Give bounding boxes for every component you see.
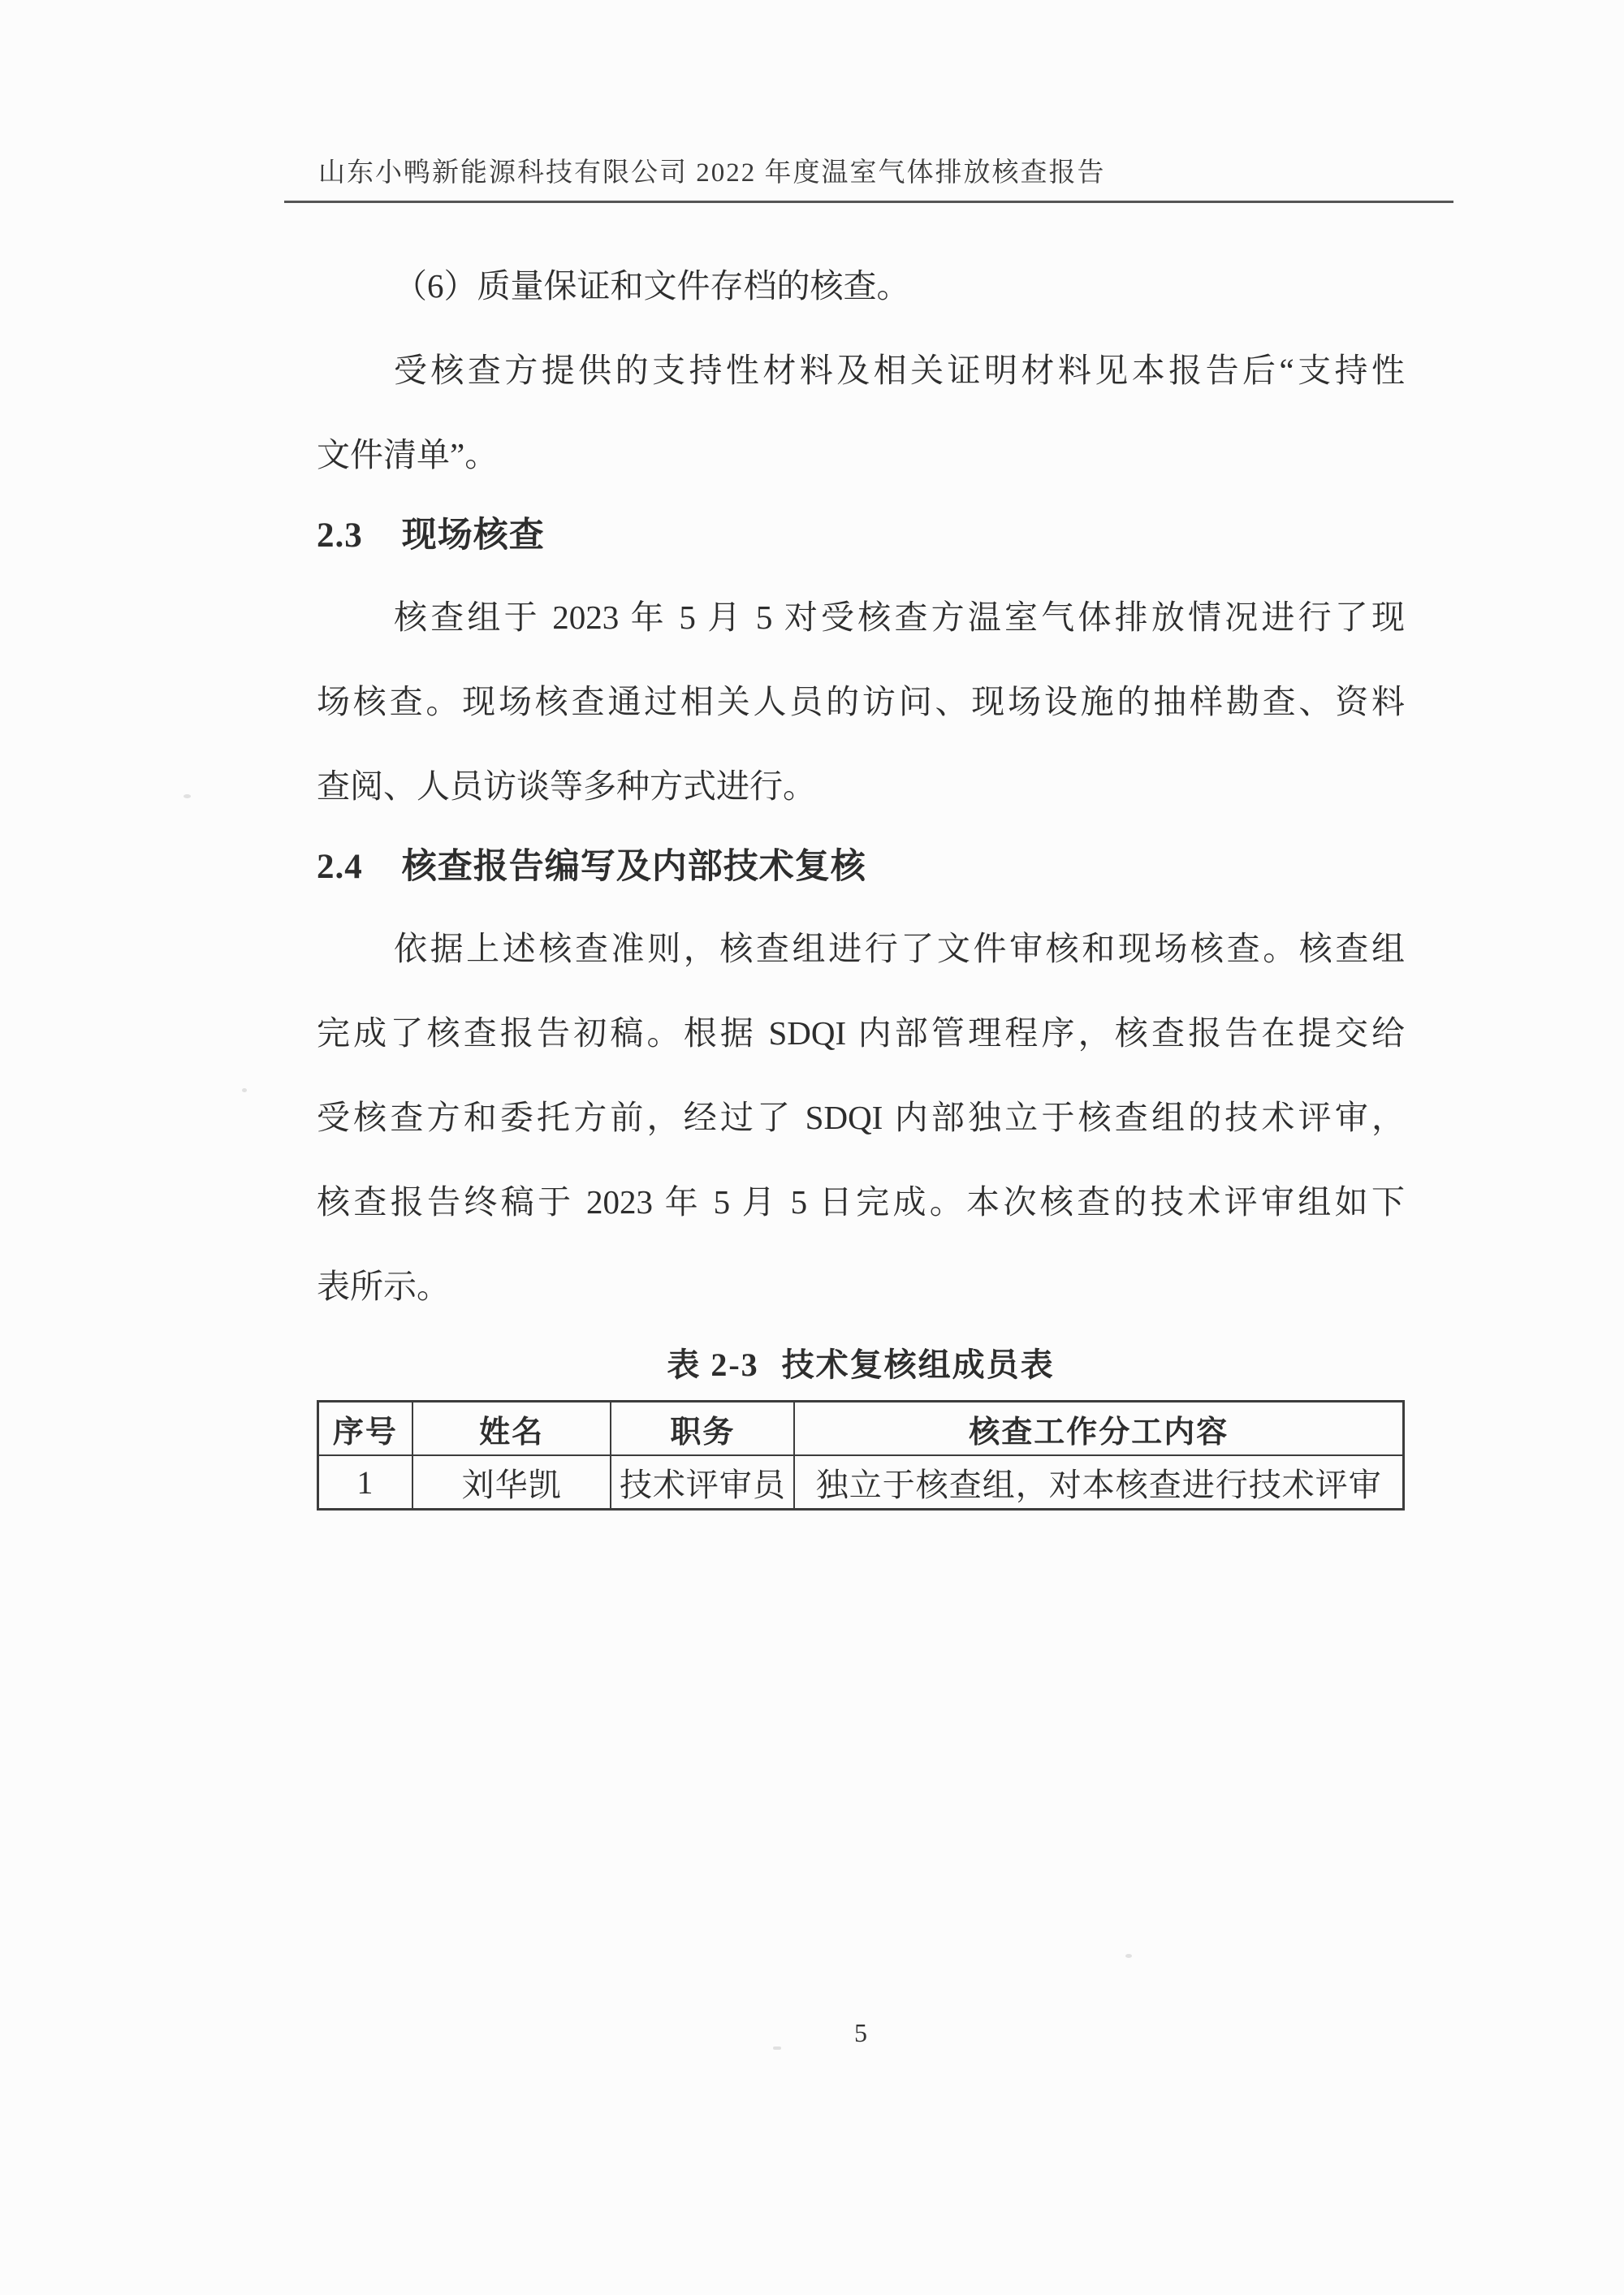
document-body xyxy=(317,244,1405,1511)
paragraph-review-line-5: 表所示。 xyxy=(317,1268,450,1305)
column-header-role: 职务 xyxy=(611,1402,794,1456)
section-heading-2-3 xyxy=(317,497,1405,575)
paragraph-support-line-2: 文件清单”。 xyxy=(317,436,499,473)
cell-name: 刘华凯 xyxy=(412,1455,611,1510)
paragraph-onsite-line-2: 场核查。现场核查通过相关人员的访问、现场设施的抽样勘查、资料 xyxy=(317,683,1405,720)
cell-duty: 独立于核查组，对本核查进行技术评审 xyxy=(794,1455,1403,1510)
page-number: 5 xyxy=(854,2018,867,2047)
header-rule xyxy=(284,201,1453,203)
scan-speck xyxy=(1125,1954,1132,1958)
paragraph-review-line-3: 受核查方和委托方前，经过了 SDQI 内部独立于核查组的技术评审， xyxy=(317,1099,1405,1136)
scan-speck xyxy=(242,1088,247,1092)
section-title: 现场核查 xyxy=(401,516,545,555)
column-header-name: 姓名 xyxy=(412,1402,611,1456)
paragraph-onsite-line-3: 查阅、人员访谈等多种方式进行。 xyxy=(317,767,816,805)
paragraph-onsite-line-1: 核查组于 2023 年 5 月 5 对受核查方温室气体排放情况进行了现 xyxy=(394,599,1405,636)
page-header xyxy=(284,151,1453,203)
cell-role: 技术评审员 xyxy=(611,1455,794,1510)
section-number: 2.3 xyxy=(317,516,363,555)
paragraph-review-line-2: 完成了核查报告初稿。根据 SDQI 内部管理程序，核查报告在提交给 xyxy=(317,1014,1405,1052)
table-row xyxy=(318,1455,1404,1510)
table-caption xyxy=(317,1337,1405,1394)
cell-index: 1 xyxy=(318,1455,412,1510)
table-caption-label: 表 2-3 xyxy=(667,1346,759,1383)
scan-speck xyxy=(773,2046,781,2050)
scan-speck xyxy=(184,794,191,798)
section-title: 核查报告编写及内部技术复核 xyxy=(401,848,866,886)
section-heading-2-4 xyxy=(317,828,1405,906)
reviewer-table xyxy=(317,1400,1405,1511)
paragraph-review-line-1: 依据上述核查准则，核查组进行了文件审核和现场核查。核查组 xyxy=(394,930,1405,967)
table-caption-title: 技术复核组成员表 xyxy=(781,1346,1055,1383)
list-item-6: （6）质量保证和文件存档的核查。 xyxy=(394,267,910,305)
paragraph-support-line-1: 受核查方提供的支持性材料及相关证明材料见本报告后“支持性 xyxy=(394,352,1405,389)
paragraph-review-line-4: 核查报告终稿于 2023 年 5 月 5 日完成。本次核查的技术评审组如下 xyxy=(317,1183,1405,1221)
column-header-index: 序号 xyxy=(318,1402,412,1456)
section-number: 2.4 xyxy=(317,848,363,886)
running-header-title: 山东小鸭新能源科技有限公司 2022 年度温室气体排放核查报告 xyxy=(318,158,1106,188)
column-header-duty: 核查工作分工内容 xyxy=(794,1402,1403,1456)
table-header-row xyxy=(318,1402,1404,1456)
